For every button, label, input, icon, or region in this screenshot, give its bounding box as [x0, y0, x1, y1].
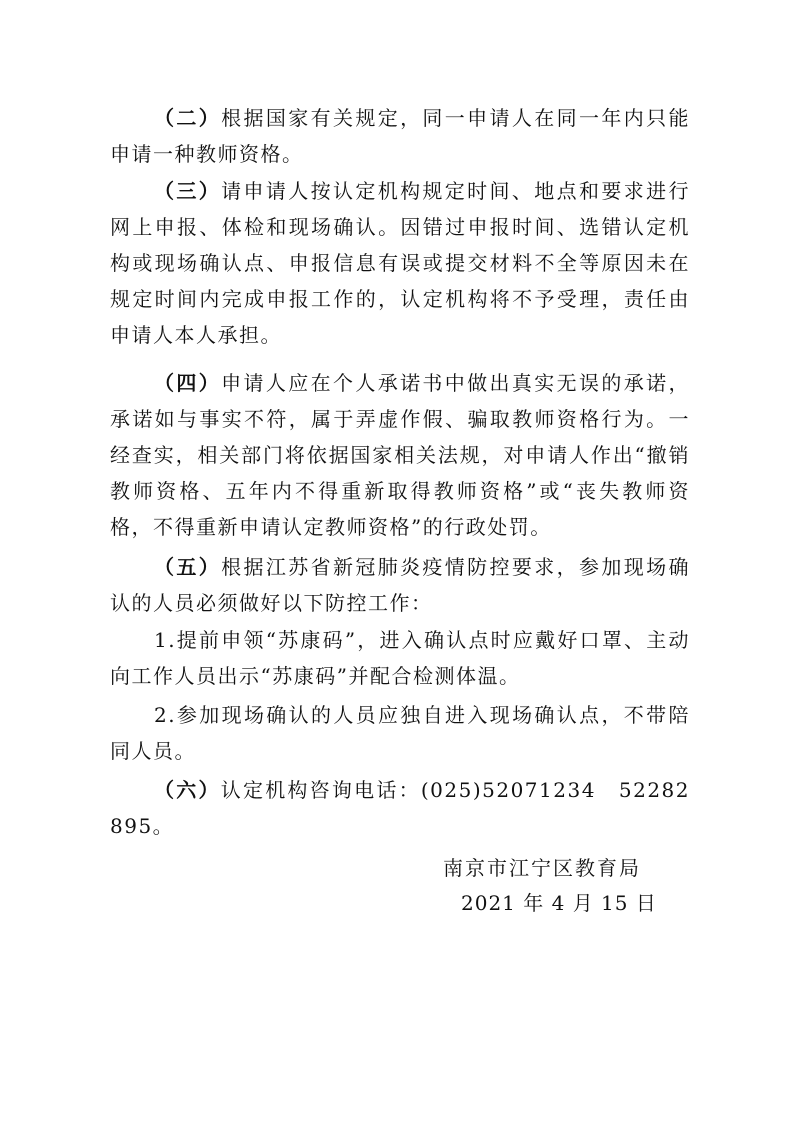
paragraph-label: （四）	[154, 371, 222, 395]
paragraph-text: 1.提前申领“苏康码”，进入确认点时应戴好口罩、主动向工作人员出示“苏康码”并配合检测体温。	[110, 628, 690, 688]
paragraph-item-2	[110, 100, 690, 172]
paragraph-item-5	[110, 549, 690, 621]
paragraph-text: 根据江苏省新冠肺炎疫情防控要求，参加现场确认的人员必须做好以下防控工作：	[110, 555, 691, 615]
paragraph-item-4	[110, 365, 690, 545]
issuer-signature: 南京市江宁区教育局	[443, 856, 641, 880]
paragraph-text: 请申请人按认定机构规定时间、地点和要求进行网上申报、体检和现场确认。因错过申报时间、选错认定机构或现场确认点、申报信息有误或提交材料不全等原因未在规定时间内完成申报工作的，认定机构将不予受理，责任由申请人本人承担。	[110, 179, 691, 347]
paragraph-text: 认定机构咨询电话：(025)52071234 52282895。	[110, 778, 691, 838]
paragraph-label: （六）	[154, 778, 221, 802]
paragraph-subitem-1	[110, 622, 690, 694]
paragraph-label: （三）	[154, 179, 222, 203]
paragraph-item-6	[110, 772, 690, 844]
paragraph-label: （二）	[154, 106, 222, 130]
paragraph-item-3	[110, 173, 690, 353]
paragraph-label: （五）	[154, 555, 222, 579]
paragraph-subitem-2	[110, 697, 690, 769]
paragraph-text: 2.参加现场确认的人员应独自进入现场确认点，不带陪同人员。	[110, 703, 690, 763]
paragraph-text: 根据国家有关规定，同一申请人在同一年内只能申请一种教师资格。	[110, 106, 691, 166]
paragraph-text: 申请人应在个人承诺书中做出真实无误的承诺，承诺如与事实不符，属于弄虚作假、骗取教师资格行为。一经查实，相关部门将依据国家相关法规，对申请人作出“撤销教师资格、五年内不得重新取得教师资格”或“丧失教师资格，不得重新申请认定教师资格”的行政处罚。	[110, 371, 691, 539]
issue-date: 2021 年 4 月 15 日	[461, 891, 657, 915]
